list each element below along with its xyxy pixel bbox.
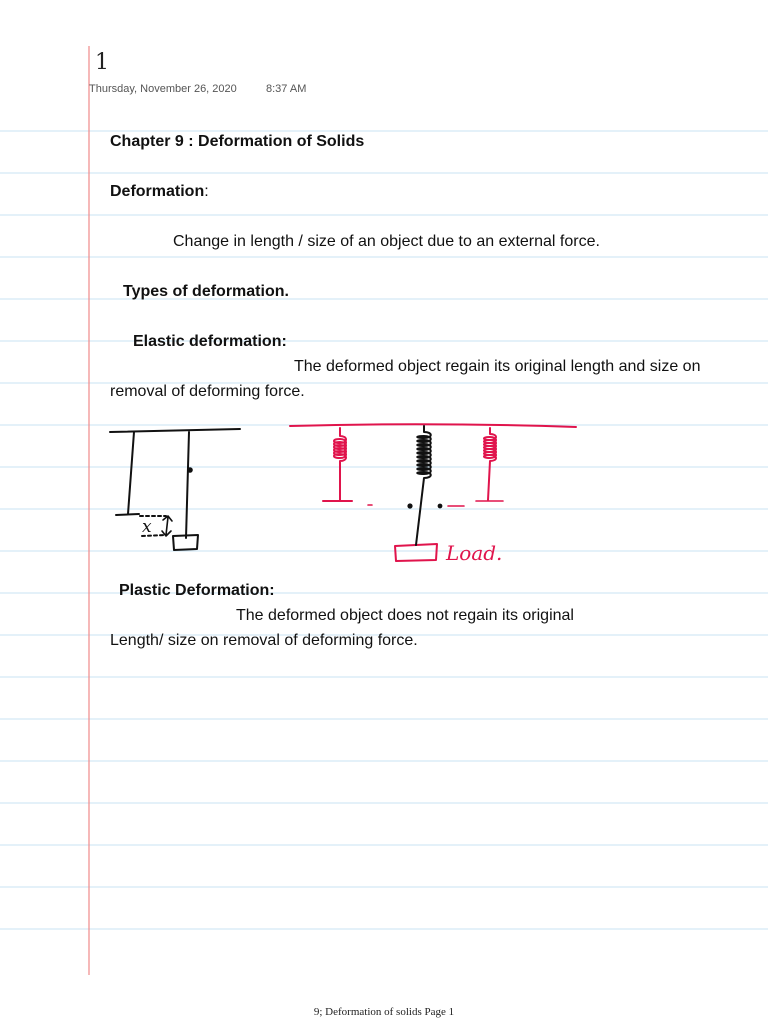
spring-support: [290, 424, 576, 427]
wire-support: [110, 429, 240, 432]
page-time: 8:37 AM: [266, 83, 307, 95]
load-label: Load.: [446, 541, 503, 565]
page-number: 1: [95, 50, 109, 75]
chapter-title: Chapter 9 : Deformation of Solids: [110, 133, 365, 150]
elastic-definition-line2: removal of deforming force.: [110, 383, 305, 400]
load-block: [395, 544, 437, 561]
page-footer: 9; Deformation of solids Page 1: [313, 1006, 455, 1018]
wire-original-end: [116, 514, 139, 515]
spring-diagram: [290, 424, 576, 561]
wire-original: [128, 432, 134, 514]
deformation-heading: Deformation: [110, 183, 205, 200]
original-length-dashes: [368, 505, 464, 506]
plastic-heading: Plastic Deformation:: [119, 582, 275, 599]
extension-label: x: [142, 517, 152, 537]
deformation-definition: Change in length / size of an object due to an external force.: [173, 233, 600, 250]
wire-stretched: [186, 432, 189, 538]
spring-right: [484, 428, 496, 500]
spring-middle: [408, 426, 441, 545]
wire-extension-diagram: [110, 429, 240, 550]
page-date: Thursday, November 26, 2020: [89, 83, 237, 95]
plastic-definition-line1: The deformed object does not regain its original: [236, 607, 574, 624]
plastic-definition-line2: Length/ size on removal of deforming force.: [110, 632, 418, 649]
types-heading: Types of deformation.: [123, 283, 289, 300]
elastic-definition-line1: The deformed object regain its original length and size on: [294, 358, 701, 375]
extension-arrow: [162, 516, 172, 536]
wire-mark: [188, 468, 192, 472]
elastic-heading: Elastic deformation:: [133, 333, 287, 350]
spring-left: [334, 428, 346, 500]
deformation-colon: :: [204, 183, 209, 200]
